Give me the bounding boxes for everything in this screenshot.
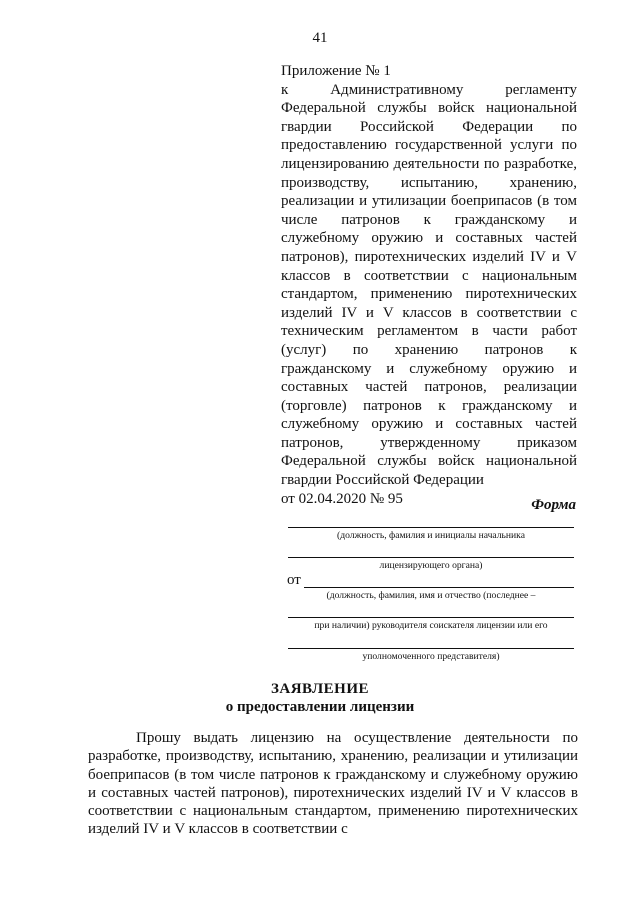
from-label: от xyxy=(287,572,301,588)
applicant-line-2 xyxy=(288,617,574,618)
appendix-title: Приложение № 1 xyxy=(281,63,391,79)
addressee-line-1 xyxy=(288,527,574,528)
statement-text: Прошу выдать лицензию на осуществление деятельности по разработке, производству, испытанию, хранению, реализации и утилизации боеприпасов (в том числе патронов к гражданскому и служебному оружию и составных частей патронов), пиротехнических изделий IV и V классов в соответствии с национальным стандартом, применению пиротехнических изделий IV и V классов в соответствии с xyxy=(88,730,578,838)
document-subtitle: о предоставлении лицензии xyxy=(225,699,415,715)
page-number: 41 xyxy=(312,30,328,46)
applicant-line-1 xyxy=(304,587,574,588)
appendix-reference: к Административному регламенту Федеральной службы войск национальной гвардии Российской Федерации по предоставлению государственной услуги по лицензированию деятельности по разработке, производству, испытанию, хранению, реализации и утилизации боеприпасов (в том числе патронов к гражданскому и служебному оружию и составных частей патронов), пиротехнических изделий IV и V классов в соответствии с национальным стандартом, применению пиротехнических изделий IV и V классов в соответствии с техническим регламентом в части работ (услуг) по хранению патронов к гражданскому и служебному оружию и составных частей патронов, реализации (торговле) патронов к гражданскому и служебному оружию и составных частей патронов, утвержденному приказом Федеральной службы войск национальной гвардии Российской Федерации xyxy=(281,81,577,489)
form-label: Форма xyxy=(531,497,576,513)
addressee-hint-1: (должность, фамилия и инициалы начальника xyxy=(337,530,525,541)
applicant-hint-3: уполномоченного представителя) xyxy=(362,651,500,662)
document-title: ЗАЯВЛЕНИЕ xyxy=(270,681,370,697)
addressee-line-2 xyxy=(288,557,574,558)
appendix-block xyxy=(281,62,577,508)
applicant-line-3 xyxy=(288,648,574,649)
addressee-hint-2: лицензирующего органа) xyxy=(379,560,483,571)
applicant-hint-2: при наличии) руководителя соискателя лицензии или его xyxy=(314,620,548,631)
applicant-hint-1: (должность, фамилия, имя и отчество (последнее – xyxy=(326,590,536,601)
appendix-order-date: от 02.04.2020 № 95 xyxy=(281,490,403,507)
